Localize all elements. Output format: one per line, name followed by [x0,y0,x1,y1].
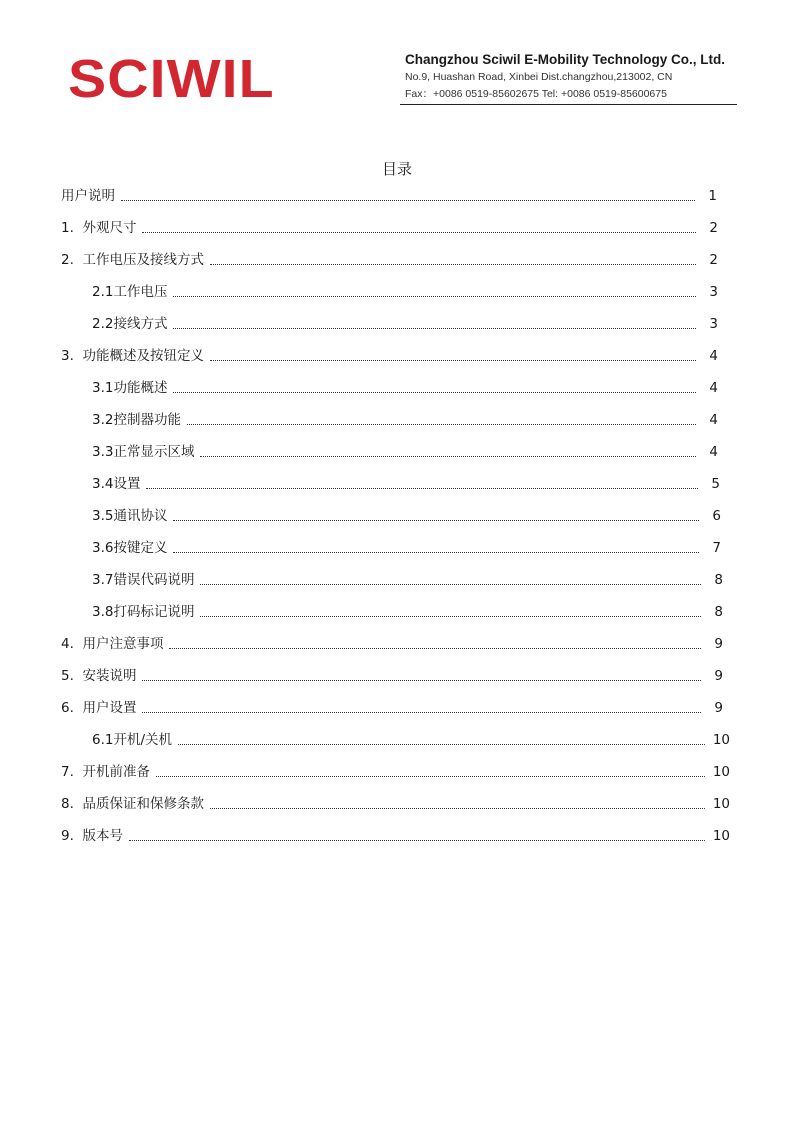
toc-leader [200,455,696,457]
toc-entry-label: 6. 用户设置 [61,700,137,716]
toc-leader [169,647,701,649]
toc-leader [173,327,696,329]
toc-title: 目录 [381,160,412,178]
company-address: No.9, Huashan Road, Xinbei Dist.changzhou,213002, CN [405,71,673,83]
toc-leader [156,775,705,777]
toc-entry-label: 7. 开机前准备 [61,764,150,780]
toc-entry-page: 8 [714,572,723,588]
toc-entry-page: 9 [714,700,723,716]
toc-entry-page: 2 [709,220,718,236]
toc-entry[interactable] [92,566,723,590]
toc-entry[interactable] [92,374,718,398]
toc-entry-page: 6 [712,508,721,524]
toc-entry-label: 3.4设置 [92,476,141,492]
toc-entry[interactable] [61,342,718,366]
toc-leader [121,199,695,201]
toc-entry[interactable] [92,502,721,526]
toc-entry-label: 3.8打码标记说明 [92,604,195,620]
toc-entry[interactable] [92,438,718,462]
toc-leader [210,359,696,361]
toc-entry[interactable] [61,758,730,782]
company-contact: Fax：+0086 0519-85602675 Tel: +0086 0519-85600675 [405,88,667,100]
toc-entry-page: 7 [712,540,721,556]
toc-entry[interactable] [61,662,723,686]
toc-entry-label: 4. 用户注意事项 [61,636,164,652]
toc-leader [173,295,696,297]
toc-entry-label: 3.2控制器功能 [92,412,181,428]
toc-entry-label: 3.6按键定义 [92,540,168,556]
toc-entry-page: 8 [714,604,723,620]
toc-entry-page: 2 [709,252,718,268]
toc-entry[interactable] [61,182,717,206]
toc-entry[interactable] [92,598,723,622]
toc-entry-page: 9 [714,668,723,684]
toc-leader [200,583,701,585]
toc-leader [129,839,705,841]
toc-entry[interactable] [92,278,718,302]
toc-entry-page: 4 [709,444,718,460]
toc-entry-label: 3.1功能概述 [92,380,168,396]
toc-leader [173,551,699,553]
toc-entry-label: 1. 外观尺寸 [61,220,137,236]
toc-leader [142,679,701,681]
toc-entry-page: 9 [714,636,723,652]
toc-entry-label: 3. 功能概述及按钮定义 [61,348,204,364]
toc-entry-label: 2. 工作电压及接线方式 [61,252,204,268]
toc-entry[interactable] [92,726,730,750]
toc-entry-page: 5 [711,476,720,492]
toc-entry[interactable] [61,790,730,814]
sciwil-logo: SCIWIL [68,49,275,109]
toc-entry-label: 3.3正常显示区域 [92,444,195,460]
toc-entry-label: 9. 版本号 [61,828,123,844]
toc-entry-label: 3.5通讯协议 [92,508,168,524]
toc-leader [142,231,696,233]
company-name: Changzhou Sciwil E-Mobility Technology Co., Ltd. [405,52,725,67]
toc-entry-label: 2.2接线方式 [92,316,168,332]
header-divider [400,104,737,105]
toc-entry-page: 4 [709,380,718,396]
toc-entry[interactable] [92,534,721,558]
toc-entry-label: 2.1工作电压 [92,284,168,300]
toc-entry-page: 1 [708,188,717,204]
toc-leader [142,711,701,713]
toc-entry-page: 10 [712,732,730,748]
toc-entry-label: 用户说明 [61,188,115,204]
toc-leader [200,615,701,617]
toc-entry[interactable] [92,406,718,430]
toc-entry-label: 5. 安装说明 [61,668,137,684]
toc-leader [187,423,696,425]
toc-leader [173,519,699,521]
toc-entry-page: 10 [712,828,730,844]
toc-entry-page: 3 [709,316,718,332]
toc-entry-page: 3 [709,284,718,300]
toc-entry-page: 10 [712,796,730,812]
toc-entry[interactable] [92,310,718,334]
toc-leader [173,391,696,393]
toc-entry[interactable] [61,214,718,238]
toc-leader [178,743,705,745]
toc-entry[interactable] [92,470,720,494]
company-info [405,52,737,101]
toc-entry[interactable] [61,822,730,846]
toc-entry[interactable] [61,694,723,718]
toc-entry-label: 6.1开机/关机 [92,732,173,748]
toc-leader [210,263,696,265]
toc-entry-label: 8. 品质保证和保修条款 [61,796,204,812]
toc-entry-page: 4 [709,412,718,428]
toc-entry-label: 3.7错误代码说明 [92,572,195,588]
toc-entry-page: 10 [712,764,730,780]
toc-leader [146,487,698,489]
toc-entry[interactable] [61,246,718,270]
toc-leader [210,807,705,809]
toc-entry-page: 4 [709,348,718,364]
toc-entry[interactable] [61,630,723,654]
